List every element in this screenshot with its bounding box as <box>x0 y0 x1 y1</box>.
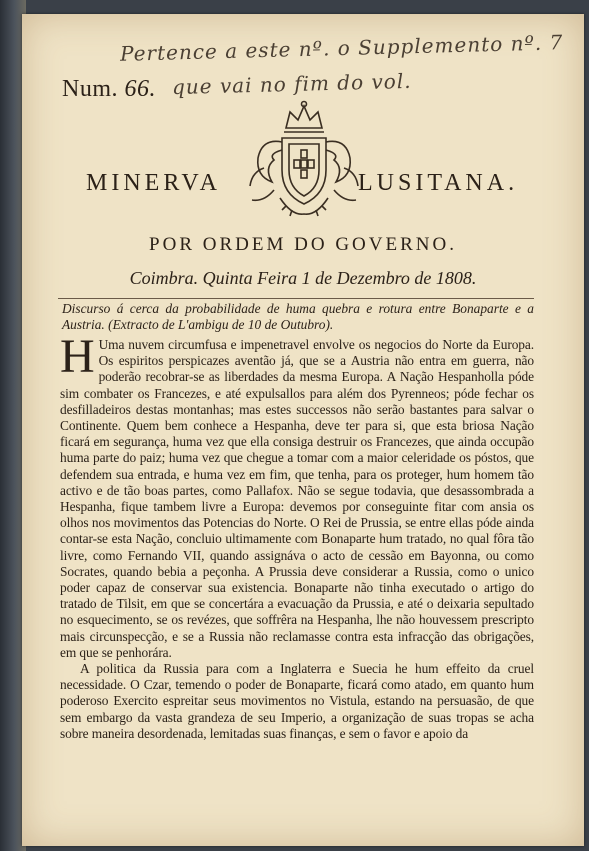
handwritten-note-line1: Pertence a este nº. o Supplemento nº. 7 <box>119 30 564 66</box>
issue-number-label: Num. <box>62 76 118 102</box>
issue-number-value: 66. <box>124 76 156 102</box>
article-body <box>60 330 534 742</box>
royal-coat-of-arms-icon <box>244 98 364 228</box>
dateline: Coimbra. Quinta Feira 1 de Dezembro de 1808. <box>129 268 477 288</box>
paragraph-1-text: Uma nuvem circumfusa e impenetravel envolve os negocios do Norte da Europa. Os espiritos perspicazes aventão já, que se a Austria não entra em guerra, não poderão recobrar-se as liberdades da mesma Europa. A Nação Hespanholla póde sim combater os Francezes, e até expulsallos para além dos Pyrenneos; póde fechar os desfilladeiros destas montanhas; mas estes successos não serão bastantes para salvar o Continente. Quem bem conhece a Hespanha, deve ter para si, que esta briosa Nação ficará em segurança, huma vez que ella consiga destruir os Francezes, que ainda occupão huma parte do paiz; huma vez que chegue a tomar com a maior celeridade os póstos, que defendem sua entrada, e huma vez em fim, que tenha, para os proteger, hum homem tão activo e de tão boas partes, como Pallafox. Não se segue todavia, que desassombrada a Hespanha, fique tambem livre a Europa: devemos por conseguinte fitar com ansia os olhos nos movimentos das Potencias do Norte. O Rei de Prussia, se entre ellas póde ainda contar-se esta Nação, concluio ultimamente com Bonaparte hum tratado, no qual fôra tão livre, como Fernando VII, quando assignáva o acto de cessão em Bayonna, ou como Socrates, quando bebia a peçonha. A Prussia deve considerar a Russia, como o unico poder capaz de conservar sua existencia. Bonaparte não tinha executado o artigo do tratado de Tilsit, em que se concertára a evacuação da Prussia, e até o deixaria sepultado no esquecimento, se os revézes, que soffrêra na Hespanha, lhe não houvessem prescripto mais circunspecção, e se a Russia não reclamasse contra esta infracção das obrigações, em que se penhorára. <box>60 337 534 660</box>
masthead-subtitle: POR ORDEM DO GOVERNO. <box>149 234 457 255</box>
article-paragraph-1 <box>60 330 534 661</box>
issue-number <box>62 76 156 103</box>
masthead-title-right: LUSITANA. <box>358 170 519 196</box>
article-paragraph-2: A politica da Russia para com a Inglaterra e Suecia he hum effeito da cruel necessidade. O Czar, temendo o poder de Bonaparte, ficará como atado, em quanto hum poderoso Exercito espreitar seus movimentos no Vistula, estando na persuasão, de que sem embargo da vasta grandeza de seu Imperio, a organização de suas tropas se acha sobre maneira desordenada, lemitadas suas finanças, e sem o favor e apoio da <box>60 661 534 741</box>
drop-cap: H <box>60 330 95 383</box>
handwritten-note-line2: que vai no fim do vol. <box>171 68 412 100</box>
masthead-title-left: MINERVA <box>86 170 221 196</box>
header-divider <box>58 298 534 299</box>
newspaper-page <box>22 14 584 846</box>
article-headline: Discurso á cerca da probabilidade de huma quebra e rotura entre Bonaparte e a Austria. (Extracto de L'ambigu de 10 de Outubro). <box>62 301 534 332</box>
